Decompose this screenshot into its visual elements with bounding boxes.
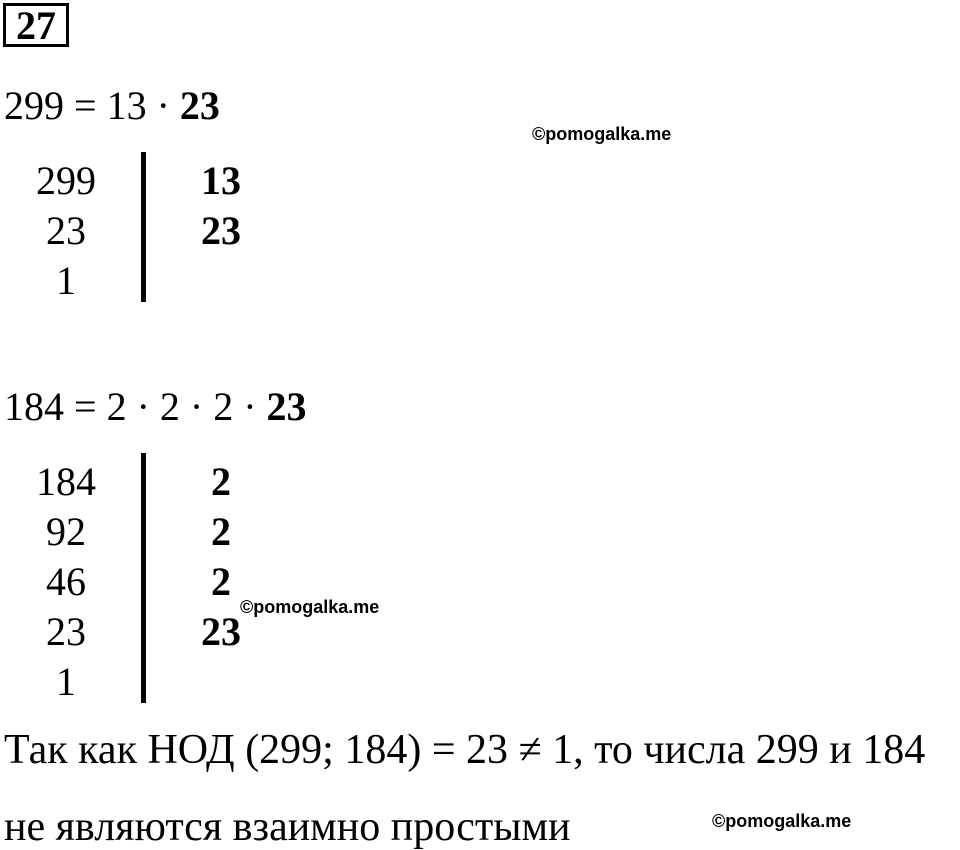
prime-factor: 2	[211, 509, 231, 554]
conclusion-line-1: Так как НОД (299; 184) = 23 ≠ 1, то числа 299 и 184	[4, 727, 926, 773]
prime-factor: 2	[211, 559, 231, 604]
division-line	[141, 453, 146, 703]
prime-factor: 23	[201, 208, 241, 253]
conclusion-line-2: не являются взаимно простыми	[4, 804, 571, 850]
equation-equals: =	[74, 384, 97, 429]
dividend-value: 46	[46, 559, 86, 604]
equation-factors: 13 ·	[106, 83, 170, 128]
dividend-value: 23	[46, 208, 86, 253]
division-line	[141, 152, 146, 302]
dividend-value: 92	[46, 509, 86, 554]
equation-299	[4, 83, 220, 128]
prime-factor: 23	[201, 609, 241, 654]
dividend-value: 299	[36, 158, 96, 203]
equation-184	[4, 384, 307, 429]
dividend-value: 184	[36, 459, 96, 504]
dividend-value: 1	[56, 258, 76, 303]
equation-number: 299	[4, 83, 64, 128]
prime-factor: 13	[201, 158, 241, 203]
dividend-value: 1	[56, 659, 76, 704]
equation-factors: 2 · 2 · 2 ·	[106, 384, 257, 429]
watermark: ©pomogalka.me	[532, 124, 672, 144]
watermark: ©pomogalka.me	[240, 597, 380, 617]
equation-last-factor: 23	[179, 83, 220, 128]
equation-last-factor: 23	[266, 384, 307, 429]
task-number-box: 27	[3, 3, 69, 47]
equation-number: 184	[4, 384, 64, 429]
watermark: ©pomogalka.me	[712, 811, 852, 831]
dividend-value: 23	[46, 609, 86, 654]
equation-equals: =	[74, 83, 97, 128]
prime-factor: 2	[211, 459, 231, 504]
